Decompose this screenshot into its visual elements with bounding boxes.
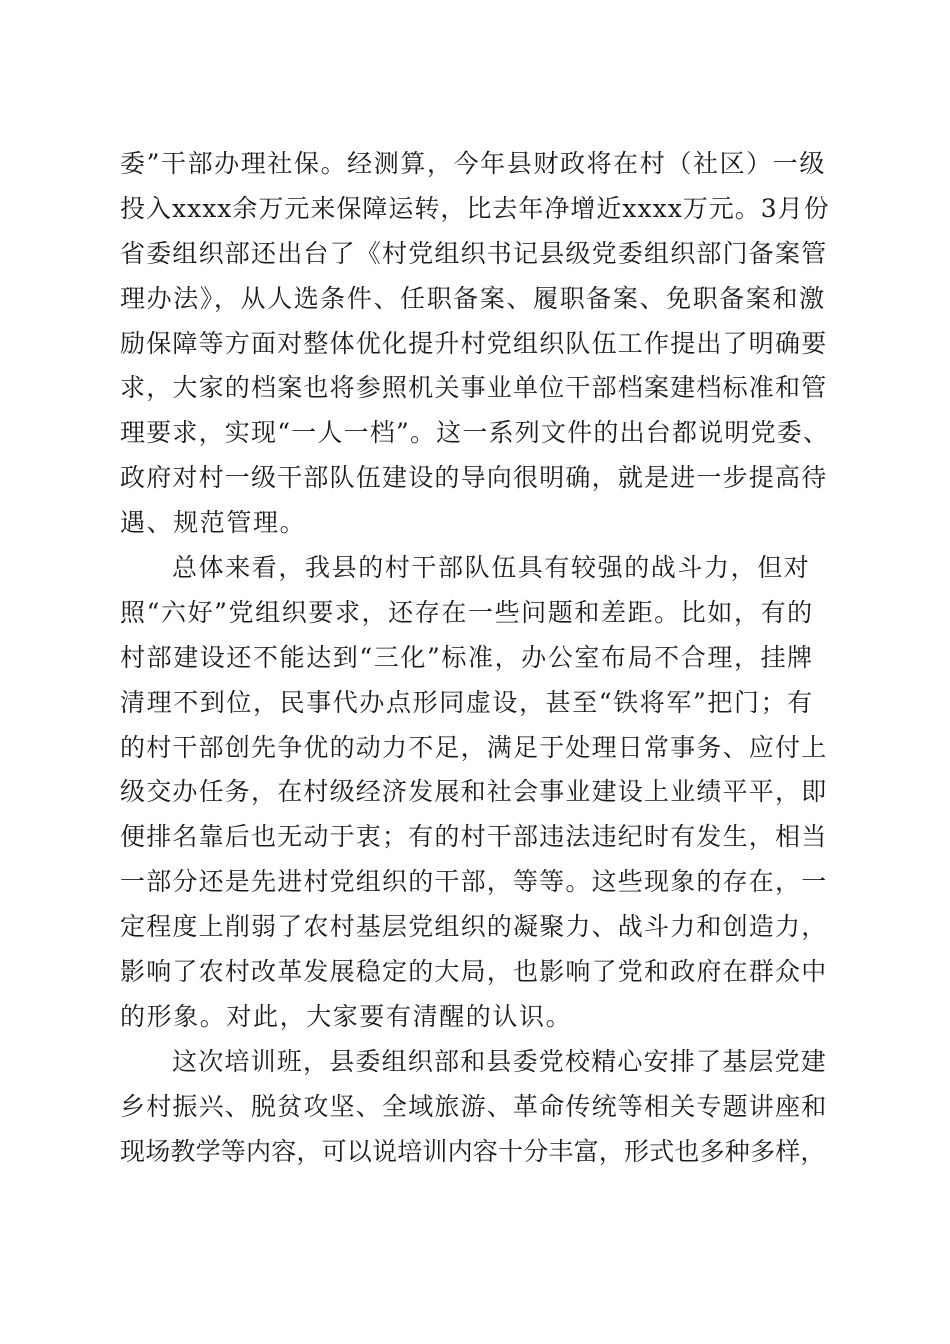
text-line: 投入xxxx余万元来保障运转，比去年净增近xxxx万元。3月份 xyxy=(120,193,830,223)
text-line: 的形象。对此，大家要有清醒的认识。 xyxy=(120,1001,573,1031)
text-line: 总体来看，我县的村干部队伍具有较强的战斗力，但对 xyxy=(172,553,811,583)
text-line: 乡村振兴、脱贫攻坚、全域旅游、革命传统等相关专题讲座和 xyxy=(120,1091,828,1121)
paragraph xyxy=(120,142,830,546)
text-line: 的村干部创先争优的动力不足，满足于处理日常事务、应付上 xyxy=(120,732,828,762)
text-line: 理办法》，从人选条件、任职备案、履职备案、免职备案和激 xyxy=(120,283,826,313)
text-line: 理要求，实现“一人一档”。这一系列文件的出台都说明党委、 xyxy=(120,418,830,448)
text-line: 这次培训班，县委组织部和县委党校精心安排了基层党建 xyxy=(172,1046,828,1076)
text-line: 影响了农村改革发展稳定的大局，也影响了党和政府在群众中 xyxy=(120,957,828,987)
text-line: 定程度上削弱了农村基层党组织的凝聚力、战斗力和创造力， xyxy=(120,912,828,942)
text-line: 政府对村一级干部队伍建设的导向很明确，就是进一步提高待 xyxy=(120,463,828,493)
text-line: 遇、规范管理。 xyxy=(120,508,307,538)
text-line: 照“六好”党组织要求，还存在一些问题和差距。比如，有的 xyxy=(120,597,814,627)
document-body xyxy=(120,142,830,1174)
text-line: 清理不到位，民事代办点形同虚设，甚至“铁将军”把门；有 xyxy=(120,687,814,717)
text-line: 级交办任务，在村级经济发展和社会事业建设上业绩平平，即 xyxy=(120,777,828,807)
text-line: 便排名靠后也无动于衷；有的村干部违法违纪时有发生，相当 xyxy=(120,822,828,852)
text-line: 现场教学等内容，可以说培训内容十分丰富，形式也多种多样， xyxy=(120,1136,826,1166)
text-line: 村部建设还不能达到“三化”标准，办公室布局不合理，挂牌 xyxy=(120,642,814,672)
paragraph xyxy=(120,1040,830,1175)
text-line: 一部分还是先进村党组织的干部，等等。这些现象的存在，一 xyxy=(120,867,828,897)
paragraph xyxy=(120,546,830,1040)
text-line: 求，大家的档案也将参照机关事业单位干部档案建档标准和管 xyxy=(120,373,828,403)
text-line: 励保障等方面对整体优化提升村党组织队伍工作提出了明确要 xyxy=(120,328,828,358)
text-line: 省委组织部还出台了《村党组织书记县级党委组织部门备案管 xyxy=(120,238,828,268)
text-line: 委”干部办理社保。经测算，今年县财政将在村（社区）一级 xyxy=(120,149,826,178)
